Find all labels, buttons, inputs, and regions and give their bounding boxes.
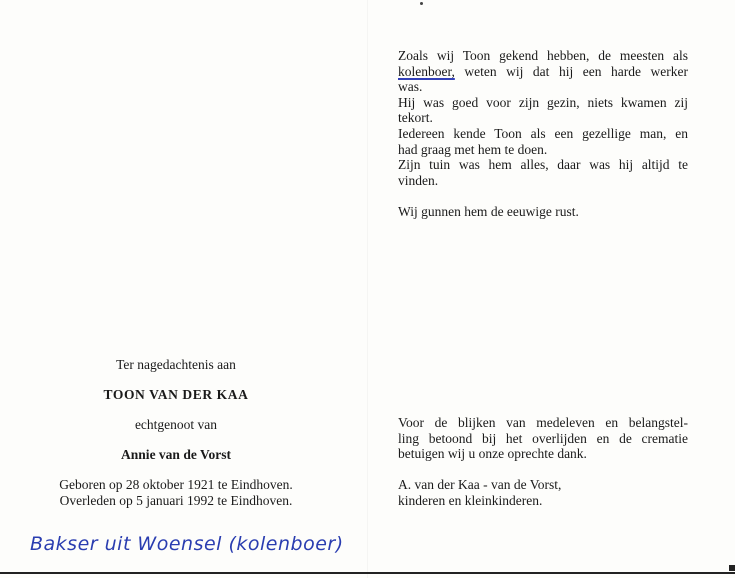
handwriting-text: Bakser uit Woensel (kolenboer) (30, 533, 344, 555)
thanks-gap (398, 462, 688, 478)
spouse-name: Annie van de Vorst (121, 447, 231, 462)
ink-speck (420, 2, 423, 5)
bottom-edge (0, 572, 735, 574)
poem-line: Hij was goed voor zijn gezin, niets kwamen zij (398, 94, 688, 110)
thanks-line: ling betoond bij het overlijden en de crematie (398, 430, 688, 446)
poem-line: was. (398, 79, 423, 95)
thanks-block (398, 415, 688, 509)
deceased-name: TOON VAN DER KAA (103, 387, 249, 402)
poem-line (398, 64, 688, 80)
poem-gap (398, 188, 688, 204)
memorial-block (40, 357, 312, 509)
handwriting-svg (30, 528, 360, 562)
family-signature: A. van der Kaa - van de Vorst, (398, 477, 562, 493)
poem-line-rest: weten wij dat hij een harde werker (464, 63, 689, 79)
birth-date: Geboren op 28 oktober 1921 te Eindhoven. (59, 477, 293, 492)
spouse-label: echtgenoot van (134, 417, 218, 432)
card-fold (367, 0, 368, 578)
death-date: Overleden op 5 januari 1992 te Eindhoven. (59, 493, 293, 508)
poem-line: Zijn tuin was hem alles, daar was hij altijd te (398, 157, 688, 173)
handwritten-note (30, 528, 360, 562)
family-signature-2: kinderen en kleinkinderen. (398, 492, 543, 508)
poem-line: Zoals wij Toon gekend hebben, de meesten als (398, 48, 688, 63)
poem-line: tekort. (398, 110, 433, 126)
poem-line: vinden. (398, 172, 439, 188)
underlined-word: kolenboer, (398, 63, 455, 79)
corner-mark (729, 565, 735, 571)
memorial-intro: Ter nagedachtenis aan (116, 357, 236, 372)
thanks-line: betuigen wij u onze oprechte dank. (398, 446, 587, 462)
poem-line: Wij gunnen hem de eeuwige rust. (398, 203, 579, 219)
poem-block (398, 48, 688, 220)
life-dates (40, 477, 312, 509)
poem-line: had graag met hem te doen. (398, 141, 548, 157)
thanks-line: Voor de blijken van medeleven en belangstel- (398, 415, 688, 430)
poem-line: Iedereen kende Toon als een gezellige man, en (398, 125, 688, 141)
